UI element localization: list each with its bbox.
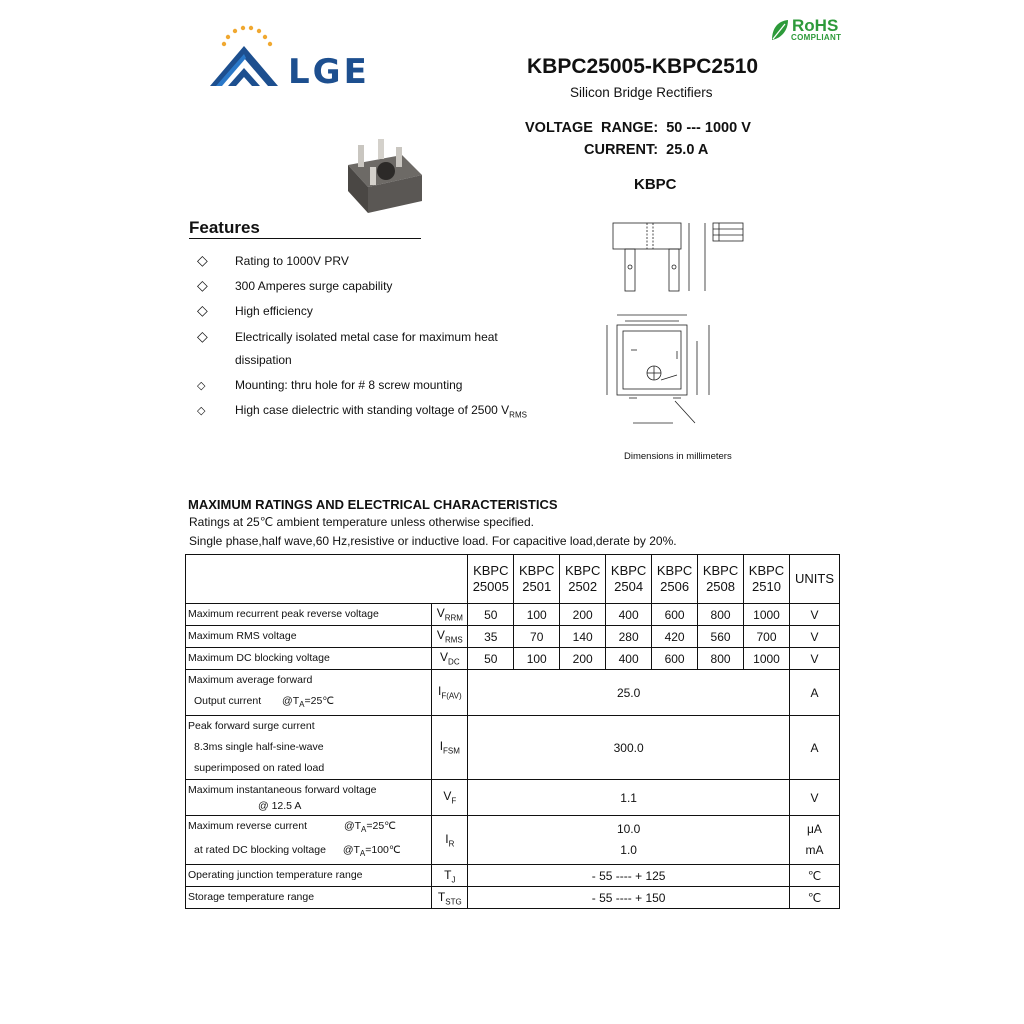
package-name: KBPC <box>634 176 677 193</box>
diamond-icon: ◇ <box>197 252 208 268</box>
row-symbol: $V_{RRM}$ <box>432 604 468 626</box>
table-cell: 50 <box>468 604 514 626</box>
table-row-vf <box>186 780 840 816</box>
table-cell: - 55 ---- + 150 <box>468 887 790 909</box>
voltage-range: VOLTAGE RANGE: 50 --- 1000 V <box>525 120 751 136</box>
table-row-ir <box>186 816 840 865</box>
diamond-icon: ◇ <box>197 302 208 318</box>
table-cell: 600 <box>652 648 698 670</box>
row-symbol: $I_R$ <box>432 816 468 865</box>
lge-logo-text: LGE <box>288 52 370 92</box>
feature-item: ◇ Electrically isolated metal case for maximum heat <box>197 328 498 344</box>
row-description: Storage temperature range <box>186 887 432 909</box>
model-header: KBPC 25005 <box>468 555 514 604</box>
feature-item: ◇ Rating to 1000V PRV <box>197 252 349 268</box>
units-header: UNITS <box>789 555 839 604</box>
row-description: Maximum reverse current $@T_A=25℃$ at rated DC blocking voltage $@T_A=100℃$ <box>186 816 432 865</box>
table-cell: 70 <box>514 626 560 648</box>
row-description: Maximum average forward Output current $@T_A=25℃$ <box>186 670 432 716</box>
table-cell: 400 <box>606 648 652 670</box>
unit-cell: V <box>789 780 839 816</box>
table-cell: 200 <box>560 604 606 626</box>
row-description: Operating junction temperature range <box>186 865 432 887</box>
dimension-drawing <box>585 215 755 440</box>
table-row-tstg <box>186 887 840 909</box>
ratings-heading: MAXIMUM RATINGS AND ELECTRICAL CHARACTERISTICS <box>188 497 558 512</box>
diamond-icon: ◇ <box>197 277 208 293</box>
row-symbol: $V_{RMS}$ <box>432 626 468 648</box>
row-symbol: $I_{FSM}$ <box>432 716 468 780</box>
unit-cell: ℃ <box>789 887 839 909</box>
diamond-icon: ◇ <box>197 328 208 344</box>
unit-cell: V <box>789 648 839 670</box>
header-blank-cell <box>186 555 468 604</box>
table-cell: 1.1 <box>468 780 790 816</box>
rohs-text: RoHS <box>792 16 839 35</box>
feature-item: ◇ 300 Amperes surge capability <box>197 277 393 293</box>
row-symbol: $V_F$ <box>432 780 468 816</box>
table-cell: 700 <box>744 626 790 648</box>
current-rating: CURRENT: 25.0 A <box>584 142 709 158</box>
features-heading: Features <box>189 218 260 237</box>
feature-item: ◇ High case dielectric with standing voltage of 2500 $V_{RMS}$ <box>197 403 527 420</box>
table-cell: 420 <box>652 626 698 648</box>
unit-cell: V <box>789 626 839 648</box>
product-photo <box>340 135 426 217</box>
model-header: KBPC 2502 <box>560 555 606 604</box>
table-cell: 100 <box>514 648 560 670</box>
model-header: KBPC 2504 <box>606 555 652 604</box>
row-symbol: $V_{DC}$ <box>432 648 468 670</box>
leaf-icon <box>770 18 790 42</box>
table-cell: 100 <box>514 604 560 626</box>
model-header: KBPC 2506 <box>652 555 698 604</box>
row-symbol: $T_J$ <box>432 865 468 887</box>
table-cell: 560 <box>698 626 744 648</box>
page-title: KBPC25005-KBPC2510 <box>527 55 759 78</box>
unit-cell: V <box>789 604 839 626</box>
unit-cell: ℃ <box>789 865 839 887</box>
table-cell: 280 <box>606 626 652 648</box>
ratings-note-2: Single phase,half wave,60 Hz,resistive or inductive load. For capacitive load,derate by 20%. <box>189 534 677 548</box>
table-cell: 50 <box>468 648 514 670</box>
row-description: Maximum DC blocking voltage <box>186 648 432 670</box>
feature-item-continued: dissipation <box>235 353 292 367</box>
row-description: Maximum RMS voltage <box>186 626 432 648</box>
rohs-badge <box>770 16 850 46</box>
table-cell: 25.0 <box>468 670 790 716</box>
lge-logo-mark <box>206 24 284 90</box>
features-underline <box>189 238 421 239</box>
feature-item: ◇ High efficiency <box>197 302 313 318</box>
table-cell: 1000 <box>744 604 790 626</box>
model-header: KBPC 2510 <box>744 555 790 604</box>
table-row-vrrm <box>186 604 840 626</box>
table-cell: 200 <box>560 648 606 670</box>
row-symbol: $I_{F(AV)}$ <box>432 670 468 716</box>
ratings-table <box>185 554 840 909</box>
table-row-ifsm <box>186 716 840 780</box>
table-cell: 140 <box>560 626 606 648</box>
row-description: Maximum recurrent peak reverse voltage <box>186 604 432 626</box>
unit-cell: μA mA <box>789 816 839 865</box>
table-cell: 10.0 1.0 <box>468 816 790 865</box>
table-cell: 600 <box>652 604 698 626</box>
table-cell: 300.0 <box>468 716 790 780</box>
table-row-ifav <box>186 670 840 716</box>
model-header: KBPC 2501 <box>514 555 560 604</box>
page-subtitle: Silicon Bridge Rectifiers <box>570 85 713 100</box>
table-header-row <box>186 555 840 604</box>
feature-item: ◇ Mounting: thru hole for # 8 screw mounting <box>197 378 463 392</box>
rohs-compliant-text: COMPLIANT <box>791 33 842 42</box>
table-cell: - 55 ---- + 125 <box>468 865 790 887</box>
table-row-tj <box>186 865 840 887</box>
table-cell: 800 <box>698 604 744 626</box>
table-cell: 800 <box>698 648 744 670</box>
row-description: Peak forward surge current 8.3ms single half-sine-wave superimposed on rated load <box>186 716 432 780</box>
model-header: KBPC 2508 <box>698 555 744 604</box>
dimensions-caption: Dimensions in millimeters <box>624 451 732 462</box>
ratings-note-1: Ratings at 25℃ ambient temperature unless otherwise specified. <box>189 515 534 529</box>
table-cell: 1000 <box>744 648 790 670</box>
table-row-vdc <box>186 648 840 670</box>
table-cell: 400 <box>606 604 652 626</box>
table-row-vrms <box>186 626 840 648</box>
table-cell: 35 <box>468 626 514 648</box>
unit-cell: A <box>789 670 839 716</box>
row-symbol: $T_{STG}$ <box>432 887 468 909</box>
row-description: Maximum instantaneous forward voltage @ 12.5 A <box>186 780 432 816</box>
unit-cell: A <box>789 716 839 780</box>
